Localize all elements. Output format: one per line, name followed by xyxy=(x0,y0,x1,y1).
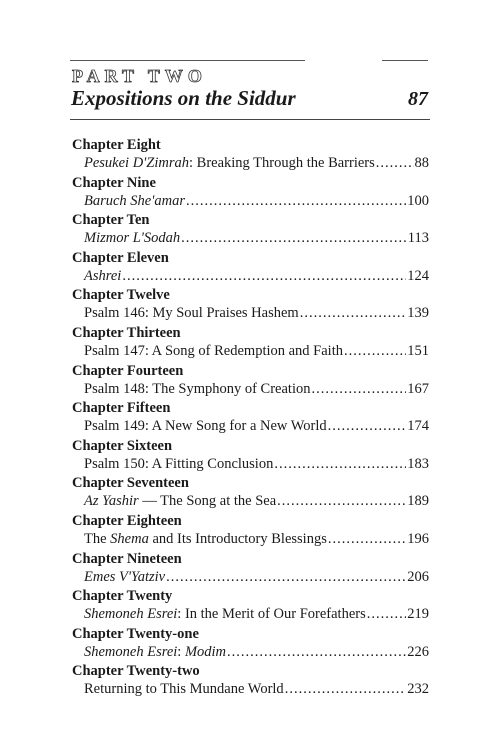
dot-leader xyxy=(181,229,407,247)
entry-title-part: — The Song at the Sea xyxy=(138,493,277,510)
entry-page-number: 174 xyxy=(407,418,429,435)
toc-entry[interactable] xyxy=(72,605,429,623)
chapter-title: Chapter Twenty-two xyxy=(72,663,200,680)
entry-title xyxy=(84,530,327,548)
dot-leader xyxy=(367,605,407,623)
toc-chapter xyxy=(72,399,429,437)
toc-entry[interactable] xyxy=(72,304,429,322)
toc-chapter xyxy=(72,362,429,400)
entry-page-number: 124 xyxy=(407,267,429,284)
toc-entry[interactable] xyxy=(72,492,429,510)
entry-title xyxy=(84,492,276,510)
toc-chapter xyxy=(72,174,429,212)
entry-title xyxy=(84,267,121,285)
chapter-title: Chapter Fourteen xyxy=(72,362,184,379)
entry-title-part: : Breaking Through the Barriers xyxy=(189,155,375,171)
entry-page-number: 183 xyxy=(407,455,429,472)
toc-chapter xyxy=(72,512,429,550)
entry-title xyxy=(84,192,185,210)
entry-page-number: 226 xyxy=(407,643,429,660)
chapter-title: Chapter Sixteen xyxy=(72,437,173,454)
chapter-title: Chapter Seventeen xyxy=(72,475,189,492)
entry-page-number: 219 xyxy=(407,606,429,623)
entry-title xyxy=(84,605,366,623)
entry-title-part: Psalm 149: A New Song for a New World xyxy=(84,418,327,435)
entry-title xyxy=(84,229,180,247)
toc-chapter xyxy=(72,324,429,362)
entry-page-number: 196 xyxy=(407,530,429,547)
toc-chapter xyxy=(72,249,429,287)
entry-title-part: The xyxy=(84,530,111,547)
header-top-rule-left xyxy=(70,60,305,61)
toc-entry[interactable] xyxy=(72,680,429,698)
toc-chapter xyxy=(72,211,429,249)
dot-leader xyxy=(344,342,406,360)
chapter-title: Chapter Twenty xyxy=(72,588,173,605)
entry-title-part: Ashrei xyxy=(84,267,122,284)
toc-entry[interactable] xyxy=(72,455,429,473)
chapter-title: Chapter Nineteen xyxy=(72,550,182,567)
entry-page-number: 113 xyxy=(407,230,429,247)
dot-leader xyxy=(227,643,406,661)
entry-title xyxy=(84,455,273,473)
entry-title-part: Emes V'Yatziv xyxy=(84,568,166,585)
entry-title-part: Modim xyxy=(184,643,227,660)
entry-title-part: Psalm 150: A Fitting Conclusion xyxy=(84,455,274,472)
toc-entry[interactable] xyxy=(72,530,429,548)
entry-title-part: Mizmor L'Sodah xyxy=(84,230,181,247)
entry-title xyxy=(84,568,165,586)
toc-entry[interactable] xyxy=(72,568,429,586)
toc-entry[interactable] xyxy=(72,643,429,661)
header-bottom-rule xyxy=(70,119,430,120)
dot-leader xyxy=(328,417,407,435)
entry-title-part: Baruch She'amar xyxy=(84,192,185,209)
section-title: Expositions on the Siddur xyxy=(71,86,296,110)
entry-page-number: 88 xyxy=(414,155,429,171)
dot-leader xyxy=(376,154,414,172)
toc-entry[interactable] xyxy=(72,380,429,398)
toc-entry[interactable] xyxy=(72,229,429,247)
entry-title-part: Shemoneh Esrei xyxy=(84,606,178,623)
chapter-title: Chapter Thirteen xyxy=(72,324,181,341)
table-of-contents xyxy=(72,136,429,700)
toc-chapter xyxy=(72,662,429,700)
toc-entry[interactable] xyxy=(72,192,429,210)
entry-title-part: and Its Introductory Blessings xyxy=(148,530,327,547)
chapter-title: Chapter Fifteen xyxy=(72,400,171,417)
entry-title-part: Shemoneh Esrei xyxy=(84,643,178,660)
dot-leader xyxy=(277,492,406,510)
toc-entry[interactable] xyxy=(72,154,429,172)
toc-chapter xyxy=(72,286,429,324)
toc-chapter xyxy=(72,550,429,588)
dot-leader xyxy=(285,680,407,698)
dot-leader xyxy=(274,455,406,473)
chapter-title: Chapter Eighteen xyxy=(72,512,182,529)
entry-title-part: Psalm 148: The Symphony of Creation xyxy=(84,380,311,397)
dot-leader xyxy=(312,380,407,398)
entry-page-number: 232 xyxy=(407,681,429,698)
entry-page-number: 139 xyxy=(407,305,429,322)
part-label: PART TWO xyxy=(72,66,207,86)
chapter-title: Chapter Eight xyxy=(72,137,161,153)
entry-title-part: Shema xyxy=(110,530,149,547)
entry-title-part: Psalm 146: My Soul Praises Hashem xyxy=(84,305,299,322)
chapter-title: Chapter Twenty-one xyxy=(72,625,199,642)
entry-title-part: Psalm 147: A Song of Redemption and Faith xyxy=(84,342,343,359)
toc-chapter xyxy=(72,587,429,625)
chapter-title: Chapter Eleven xyxy=(72,249,169,266)
chapter-title: Chapter Twelve xyxy=(72,287,170,304)
entry-title-part: : xyxy=(177,643,185,660)
dot-leader xyxy=(122,267,406,285)
entry-title xyxy=(84,380,311,398)
toc-entry[interactable] xyxy=(72,417,429,435)
toc-chapter xyxy=(72,437,429,475)
entry-title xyxy=(84,154,375,172)
entry-title-part: Pesukei D'Zimrah xyxy=(84,155,189,171)
entry-page-number: 100 xyxy=(407,192,429,209)
entry-title xyxy=(84,680,284,698)
entry-title xyxy=(84,417,327,435)
entry-page-number: 189 xyxy=(407,493,429,510)
toc-chapter xyxy=(72,474,429,512)
entry-title-part: Returning to This Mundane World xyxy=(84,681,284,698)
dot-leader xyxy=(300,304,407,322)
dot-leader xyxy=(186,192,406,210)
entry-page-number: 167 xyxy=(407,380,429,397)
header-top-rule-right xyxy=(382,60,428,61)
dot-leader xyxy=(328,530,406,548)
toc-entry[interactable] xyxy=(72,267,429,285)
toc-entry[interactable] xyxy=(72,342,429,360)
chapter-title: Chapter Nine xyxy=(72,174,156,191)
dot-leader xyxy=(166,568,406,586)
page-number: 87 xyxy=(408,88,428,110)
toc-chapter xyxy=(72,625,429,663)
entry-title-part: : In the Merit of Our Forefathers xyxy=(177,606,366,623)
entry-title xyxy=(84,304,299,322)
chapter-title: Chapter Ten xyxy=(72,212,150,229)
entry-title xyxy=(84,643,226,661)
entry-title xyxy=(84,342,343,360)
entry-page-number: 151 xyxy=(407,342,429,359)
toc-chapter xyxy=(72,136,429,174)
entry-title-part: Az Yashir xyxy=(84,493,139,510)
entry-page-number: 206 xyxy=(407,568,429,585)
